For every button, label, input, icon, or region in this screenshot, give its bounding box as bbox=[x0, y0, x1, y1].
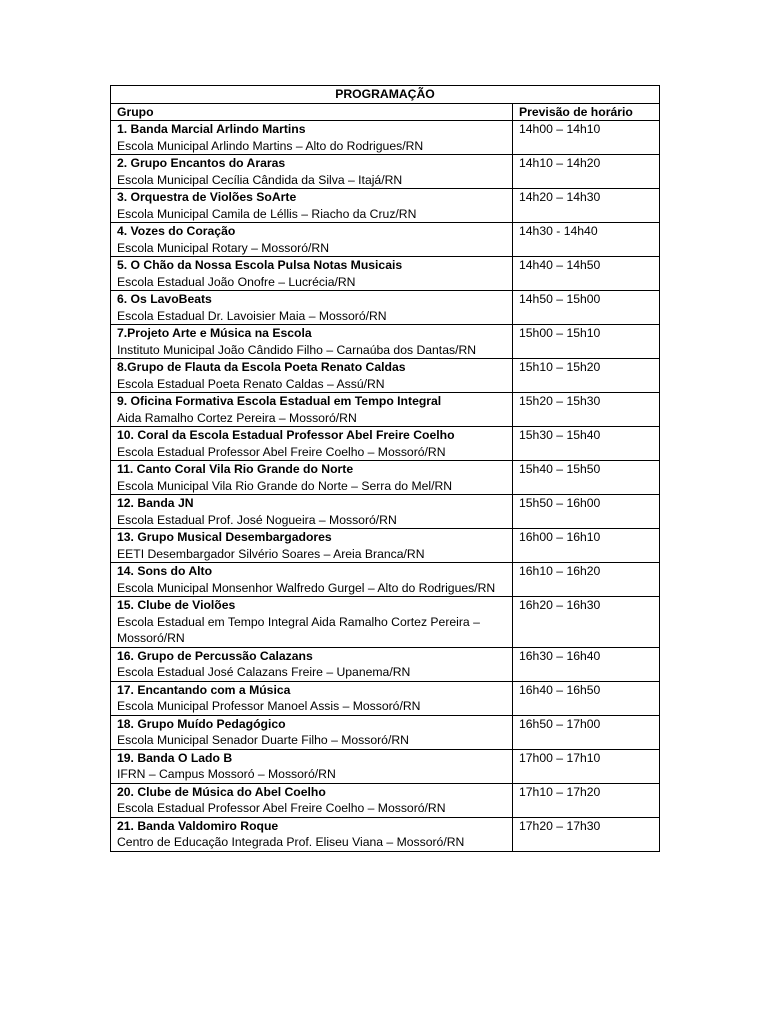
group-cell bbox=[111, 325, 513, 359]
time-cell: 15h10 – 15h20 bbox=[513, 359, 660, 393]
time-cell: 14h00 – 14h10 bbox=[513, 121, 660, 155]
group-school: Escola Municipal Camila de Léllis – Riacho da Cruz/RN bbox=[117, 206, 417, 221]
group-school: Escola Estadual Poeta Renato Caldas – Assú/RN bbox=[117, 376, 385, 391]
group-name: 11. Canto Coral Vila Rio Grande do Norte bbox=[117, 462, 354, 476]
group-name: 14. Sons do Alto bbox=[117, 564, 213, 578]
time-cell: 16h40 – 16h50 bbox=[513, 681, 660, 715]
table-row bbox=[111, 783, 660, 817]
group-school: Escola Estadual Professor Abel Freire Coelho – Mossoró/RN bbox=[117, 444, 446, 459]
group-school: Escola Municipal Vila Rio Grande do Norte – Serra do Mel/RN bbox=[117, 478, 453, 493]
time-cell: 17h20 – 17h30 bbox=[513, 817, 660, 851]
time-cell: 14h40 – 14h50 bbox=[513, 257, 660, 291]
group-name: 18. Grupo Muído Pedagógico bbox=[117, 716, 286, 731]
group-name: 7.Projeto Arte e Música na Escola bbox=[117, 326, 312, 340]
time-cell: 14h50 – 15h00 bbox=[513, 291, 660, 325]
time-cell: 15h40 – 15h50 bbox=[513, 461, 660, 495]
group-cell bbox=[111, 189, 513, 223]
group-cell bbox=[111, 155, 513, 189]
group-cell bbox=[111, 359, 513, 393]
time-cell: 15h30 – 15h40 bbox=[513, 427, 660, 461]
group-school: Escola Estadual em Tempo Integral Aida Ramalho Cortez Pereira – Mossoró/RN bbox=[117, 614, 480, 645]
table-row bbox=[111, 563, 660, 597]
group-school: Escola Municipal Arlindo Martins – Alto do Rodrigues/RN bbox=[117, 138, 424, 153]
group-cell bbox=[111, 393, 513, 427]
time-cell: 16h00 – 16h10 bbox=[513, 529, 660, 563]
group-name: 5. O Chão da Nossa Escola Pulsa Notas Musicais bbox=[117, 258, 403, 272]
table-row bbox=[111, 359, 660, 393]
group-cell bbox=[111, 121, 513, 155]
time-cell: 17h10 – 17h20 bbox=[513, 783, 660, 817]
table-row bbox=[111, 121, 660, 155]
group-cell bbox=[111, 783, 513, 817]
time-cell: 15h20 – 15h30 bbox=[513, 393, 660, 427]
time-cell: 17h00 – 17h10 bbox=[513, 749, 660, 783]
group-name: 10. Coral da Escola Estadual Professor Abel Freire Coelho bbox=[117, 428, 455, 442]
group-school: Escola Estadual João Onofre – Lucrécia/RN bbox=[117, 274, 356, 289]
group-school: Instituto Municipal João Cândido Filho – Carnaúba dos Dantas/RN bbox=[117, 342, 477, 357]
group-name: 8.Grupo de Flauta da Escola Poeta Renato Caldas bbox=[117, 360, 406, 374]
group-name: 9. Oficina Formativa Escola Estadual em Tempo Integral bbox=[117, 394, 442, 408]
group-cell bbox=[111, 647, 513, 681]
group-name: 4. Vozes do Coração bbox=[117, 224, 236, 238]
table-row bbox=[111, 529, 660, 563]
table-row bbox=[111, 427, 660, 461]
group-name: 3. Orquestra de Violões SoArte bbox=[117, 190, 297, 204]
schedule-table bbox=[110, 85, 660, 852]
group-name: 6. Os LavoBeats bbox=[117, 292, 212, 306]
column-header-time: Previsão de horário bbox=[513, 103, 660, 121]
group-cell bbox=[111, 681, 513, 715]
group-name: 15. Clube de Violões bbox=[117, 598, 236, 612]
group-school: Aida Ramalho Cortez Pereira – Mossoró/RN bbox=[117, 410, 357, 425]
group-school: Centro de Educação Integrada Prof. Eliseu Viana – Mossoró/RN bbox=[117, 835, 465, 849]
group-cell bbox=[111, 257, 513, 291]
group-school: Escola Municipal Professor Manoel Assis – Mossoró/RN bbox=[117, 699, 421, 713]
group-cell bbox=[111, 529, 513, 563]
time-cell: 14h30 - 14h40 bbox=[513, 223, 660, 257]
table-row bbox=[111, 817, 660, 851]
group-cell bbox=[111, 223, 513, 257]
group-school: Escola Municipal Monsenhor Walfredo Gurgel – Alto do Rodrigues/RN bbox=[117, 580, 496, 595]
table-row bbox=[111, 597, 660, 648]
table-row bbox=[111, 155, 660, 189]
group-school: IFRN – Campus Mossoró – Mossoró/RN bbox=[117, 767, 336, 781]
group-name: 13. Grupo Musical Desembargadores bbox=[117, 530, 332, 544]
time-cell: 15h00 – 15h10 bbox=[513, 325, 660, 359]
group-cell bbox=[111, 461, 513, 495]
group-school: Escola Municipal Rotary – Mossoró/RN bbox=[117, 240, 330, 255]
group-cell bbox=[111, 427, 513, 461]
group-school: Escola Estadual Prof. José Nogueira – Mossoró/RN bbox=[117, 512, 397, 527]
time-cell: 15h50 – 16h00 bbox=[513, 495, 660, 529]
table-row bbox=[111, 715, 660, 749]
group-school: Escola Estadual Professor Abel Freire Coelho – Mossoró/RN bbox=[117, 801, 446, 815]
table-row bbox=[111, 749, 660, 783]
group-cell bbox=[111, 749, 513, 783]
group-cell bbox=[111, 715, 513, 749]
group-school: Escola Municipal Senador Duarte Filho – Mossoró/RN bbox=[117, 733, 409, 747]
table-row bbox=[111, 393, 660, 427]
group-cell bbox=[111, 495, 513, 529]
column-header-group: Grupo bbox=[111, 103, 513, 121]
time-cell: 14h20 – 14h30 bbox=[513, 189, 660, 223]
group-name: 20. Clube de Música do Abel Coelho bbox=[117, 784, 326, 799]
group-cell bbox=[111, 291, 513, 325]
group-school: Escola Estadual Dr. Lavoisier Maia – Mossoró/RN bbox=[117, 308, 387, 323]
time-cell: 16h20 – 16h30 bbox=[513, 597, 660, 648]
group-name: 19. Banda O Lado B bbox=[117, 750, 233, 765]
table-row bbox=[111, 291, 660, 325]
table-title: PROGRAMAÇÃO bbox=[111, 86, 660, 104]
table-row bbox=[111, 495, 660, 529]
table-row bbox=[111, 461, 660, 495]
header-row bbox=[111, 103, 660, 121]
group-school: Escola Estadual José Calazans Freire – Upanema/RN bbox=[117, 665, 411, 679]
group-school: EETI Desembargador Silvério Soares – Areia Branca/RN bbox=[117, 546, 425, 561]
group-name: 12. Banda JN bbox=[117, 496, 194, 510]
table-row bbox=[111, 647, 660, 681]
group-school: Escola Municipal Cecília Cândida da Silva – Itajá/RN bbox=[117, 172, 403, 187]
table-row bbox=[111, 681, 660, 715]
group-name: 1. Banda Marcial Arlindo Martins bbox=[117, 122, 306, 136]
time-cell: 16h10 – 16h20 bbox=[513, 563, 660, 597]
table-row bbox=[111, 257, 660, 291]
time-cell: 16h30 – 16h40 bbox=[513, 647, 660, 681]
table-row bbox=[111, 223, 660, 257]
group-name: 17. Encantando com a Música bbox=[117, 682, 291, 697]
group-cell bbox=[111, 597, 513, 648]
table-row bbox=[111, 325, 660, 359]
time-cell: 16h50 – 17h00 bbox=[513, 715, 660, 749]
time-cell: 14h10 – 14h20 bbox=[513, 155, 660, 189]
group-name: 21. Banda Valdomiro Roque bbox=[117, 818, 279, 833]
group-name: 16. Grupo de Percussão Calazans bbox=[117, 648, 313, 663]
group-cell bbox=[111, 563, 513, 597]
title-row bbox=[111, 86, 660, 104]
table-row bbox=[111, 189, 660, 223]
group-cell bbox=[111, 817, 513, 851]
group-name: 2. Grupo Encantos do Araras bbox=[117, 156, 286, 170]
